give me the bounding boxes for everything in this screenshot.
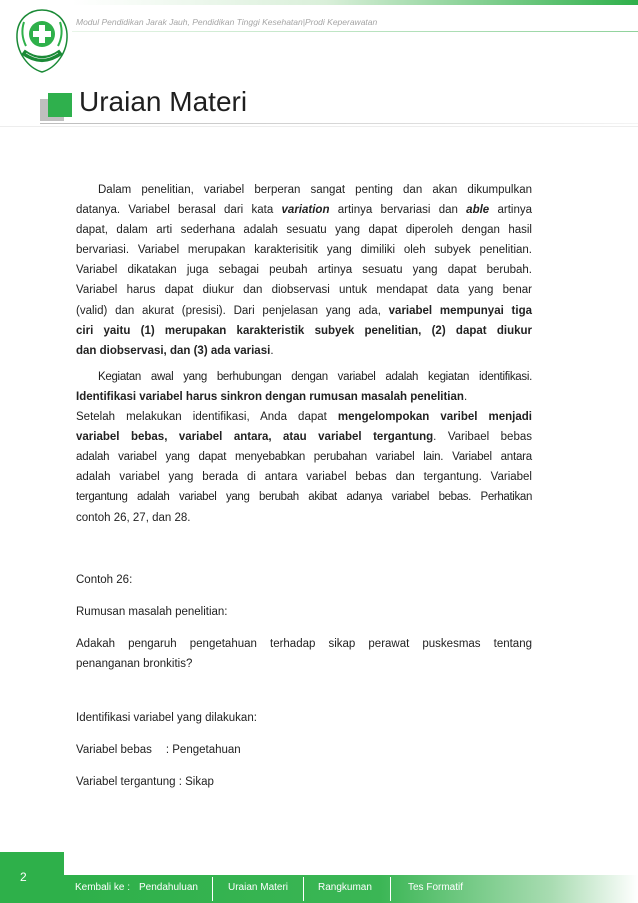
header-divider — [72, 31, 638, 32]
p1-line-1: Dalam penelitian, variabel berperan sangat penting dan akan dikumpulkan — [98, 184, 532, 196]
p2-line-4: variabel bebas, variabel antara, atau variabel tergantung. Varibael bebas — [76, 431, 532, 444]
nav-separator — [390, 877, 391, 901]
variabel-bebas-label: Variabel bebas — [76, 744, 152, 757]
page-number-box — [0, 852, 64, 903]
research-question — [76, 634, 532, 674]
paragraph-1 — [76, 180, 532, 361]
p1-line-8: ciri yaitu (1) merupakan karakteristik subyek penelitian, (2) dapat diukur — [76, 324, 532, 337]
running-header: Modul Pendidikan Jarak Jauh, Pendidikan Tinggi Kesehatan|Prodi Keperawatan — [76, 17, 378, 27]
nav-separator — [212, 877, 213, 901]
bakti-husada-logo-icon — [14, 8, 70, 74]
p2-line-3: Setelah melakukan identifikasi, Anda dapat mengelompokan varibel menjadi — [76, 411, 532, 424]
title-square-green — [48, 93, 72, 117]
p2-line-7: tergantung adalah variabel yang berubah akibat adanya variabel bebas. Perhatikan — [76, 491, 532, 504]
rumusan-label: Rumusan masalah penelitian: — [76, 605, 228, 618]
question-line-1: Adakah pengaruh pengetahuan terhadap sikap perawat puskesmas tentang — [76, 637, 532, 650]
p2-line-1: Kegiatan awal yang berhubungan dengan variabel adalah kegiatan identifikasi. — [98, 370, 532, 383]
p2-line-6: adalah variabel yang berada di antara variabel bebas dan tergantung. Variabel — [76, 471, 532, 484]
nav-prefix: Kembali ke : — [75, 882, 131, 893]
header-gradient-bar — [72, 0, 638, 5]
variabel-bebas-value: : Pengetahuan — [165, 744, 241, 757]
nav-pendahuluan-link[interactable]: Pendahuluan — [139, 882, 198, 893]
page-number: 2 — [20, 870, 27, 884]
section-title: Uraian Materi — [79, 86, 248, 117]
p2-line-5: adalah variabel yang dapat menyebabkan perubahan variabel lain. Variabel antara — [76, 451, 532, 464]
nav-separator — [303, 877, 304, 901]
question-line-2: penanganan bronkitis? — [76, 657, 193, 670]
p1-line-5: Variabel dikatakan juga sebagai peubah artinya sesuatu yang dapat berubah. — [76, 264, 532, 277]
main-content — [76, 180, 532, 792]
example-label: Contoh 26: — [76, 573, 133, 586]
nav-rangkuman-link[interactable]: Rangkuman — [318, 882, 372, 893]
title-underline — [40, 123, 638, 124]
title-underline-light — [0, 126, 638, 127]
p1-line-9: dan diobservasi, dan (3) ada variasi. — [76, 344, 274, 357]
p1-line-4: bervariasi. Variabel merupakan karakterisitik yang dimiliki oleh subyek penelitian. — [76, 244, 532, 257]
nav-tes-formatif-link[interactable]: Tes Formatif — [408, 882, 464, 893]
paragraph-2 — [76, 367, 532, 528]
p1-line-6: Variabel harus dapat diukur dan diobservasi untuk mendapat data yang benar — [76, 284, 532, 297]
p1-line-7: (valid) dan akurat (presisi). Dari penjelasan yang ada, variabel mempunyai tiga — [76, 304, 532, 317]
nav-uraian-materi-link[interactable]: Uraian Materi — [228, 882, 289, 893]
p1-line-3: dapat, dalam arti sederhana adalah sesuatu yang dapat diperoleh dengan hasil — [76, 224, 532, 237]
variabel-tergantung-row: Variabel tergantung : Sikap — [76, 776, 214, 789]
identifikasi-label: Identifikasi variabel yang dilakukan: — [76, 711, 257, 724]
variabel-bebas-row — [76, 740, 532, 760]
p2-line-2: Identifikasi variabel harus sinkron dengan rumusan masalah penelitian. — [76, 390, 468, 403]
p1-line-2: datanya. Variabel berasal dari kata variation artinya bervariasi dan able artinya — [76, 204, 532, 217]
p2-line-8: contoh 26, 27, dan 28. — [76, 511, 191, 524]
